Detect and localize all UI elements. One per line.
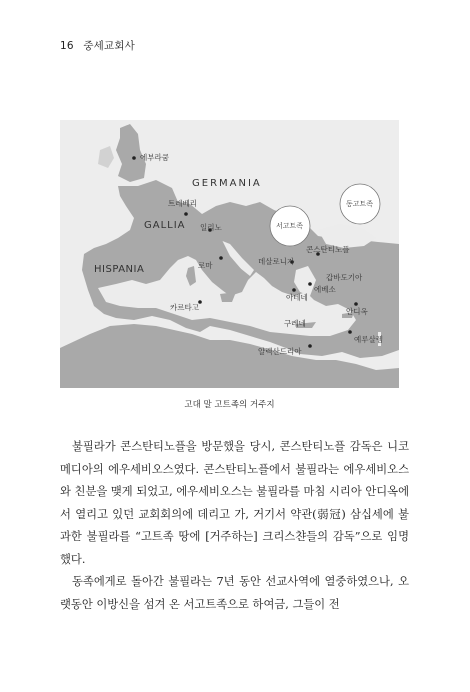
paragraph: 불필라가 콘스탄티노플을 방문했을 당시, 콘스탄티노플 감독은 니코메디아의 에우세비오스였다. 콘스탄티노플에서 불필라는 에우세비오스와 친분을 맺게 되었고, 에우세비오스는 불필라를 마침 시리아 안디옥에서 열리고 있던 교회회의에 데리고 가, 거기서 약관(弱冠) 삼십세에 불과한 불필라를 “고트족 땅에 [거주하는] 크리스챤들의 감독”으로 임명했다. (60, 440, 409, 566)
hispania-label: HISPANIA (94, 264, 145, 275)
thessalonica-label: 데살로니가 (258, 257, 295, 266)
treveri-label: 트레베리 (168, 199, 197, 208)
roma-label: 로마 (198, 261, 213, 270)
germania-label: GERMANIA (192, 178, 262, 189)
visigoths-label: 서고트족 (276, 222, 304, 230)
ephesus-label: 에베소 (314, 285, 336, 294)
page-number: 16 (60, 40, 74, 52)
cappadocia-label: 갑바도기아 (326, 273, 363, 282)
eboracum-label: 에부라쿰 (140, 153, 169, 162)
running-header (60, 38, 135, 53)
crete-label: 구레네 (284, 319, 306, 328)
jerusalem-label: 예루살렘 (354, 335, 383, 344)
roman-empire-map (60, 120, 399, 388)
jerusalem-dot (348, 330, 352, 334)
alexandria-label: 알렉산드리아 (258, 347, 302, 356)
athens-label: 아테네 (286, 293, 308, 302)
carthage-label: 카르타고 (170, 303, 199, 312)
constantinople-label: 콘스탄티노플 (306, 245, 350, 254)
roma-dot (219, 256, 223, 260)
treveri-dot (184, 212, 188, 216)
athens-dot (292, 288, 296, 292)
figure-caption: 고대 말 고트족의 거주지 (184, 400, 275, 410)
antioch-label: 안디옥 (346, 307, 368, 316)
paragraph: 동족에게로 돌아간 불필라는 7년 동안 선교사역에 열중하였으나, 오랫동안 이방신을 섬겨 온 서고트족으로 하여금, 그들이 전 (60, 575, 409, 611)
book-title: 중세교회사 (83, 40, 136, 52)
body-text (60, 436, 409, 616)
illyricum-label: 일리노 (200, 223, 222, 232)
eboracum-dot (132, 156, 136, 160)
antioch-dot (354, 302, 358, 306)
ostrogoths-label: 동고트족 (346, 200, 374, 208)
gallia-label: GALLIA (144, 220, 186, 231)
ephesus-dot (308, 282, 312, 286)
alexandria-dot (308, 344, 312, 348)
